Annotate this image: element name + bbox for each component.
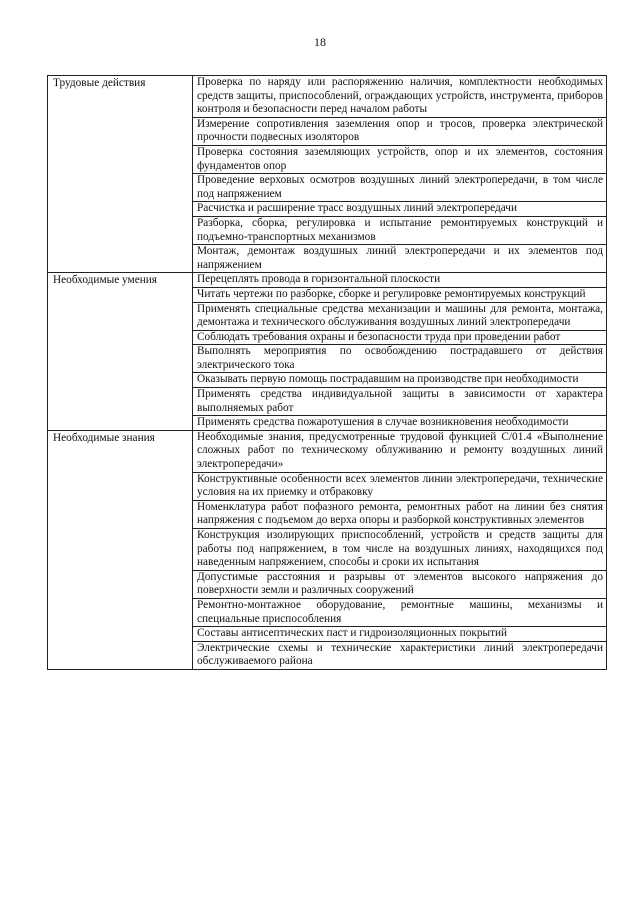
category-cell-required-knowledge: Необходимые знания bbox=[48, 430, 193, 669]
table-cell: Расчистка и расширение трасс воздушных линий электропередачи bbox=[193, 202, 607, 217]
table-row bbox=[48, 430, 607, 472]
table-row bbox=[48, 273, 607, 288]
table-cell: Составы антисептических паст и гидроизоляционных покрытий bbox=[193, 627, 607, 642]
table-row bbox=[48, 76, 607, 118]
table-cell: Проверка состояния заземляющих устройств, опор и их элементов, состояния фундаментов опор bbox=[193, 145, 607, 173]
category-cell-required-skills: Необходимые умения bbox=[48, 273, 193, 431]
table-cell: Необходимые знания, предусмотренные трудовой функцией С/01.4 «Выполнение сложных работ по техническому облуживанию и ремонту воздушных линий электропередачи» bbox=[193, 430, 607, 472]
table-cell: Электрические схемы и технические характеристики линий электропередачи обслуживаемого района bbox=[193, 641, 607, 669]
table-cell: Проведение верховых осмотров воздушных линий электропередачи, в том числе под напряжением bbox=[193, 174, 607, 202]
table-cell: Оказывать первую помощь пострадавшим на производстве при необходимости bbox=[193, 373, 607, 388]
category-cell-labor-actions: Трудовые действия bbox=[48, 76, 193, 273]
table-cell: Соблюдать требования охраны и безопасности труда при проведении работ bbox=[193, 330, 607, 345]
table-cell: Выполнять мероприятия по освобождению пострадавшего от действия электрического тока bbox=[193, 345, 607, 373]
page-number: 18 bbox=[314, 35, 326, 49]
table-cell: Применять специальные средства механизации и машины для ремонта, монтажа, демонтажа и технического обслуживания воздушных линий электропередачи bbox=[193, 302, 607, 330]
table-cell: Монтаж, демонтаж воздушных линий электропередачи и их элементов под напряжением bbox=[193, 245, 607, 273]
table-cell: Конструктивные особенности всех элементов линии электропередачи, технические условия на их приемку и отбраковку bbox=[193, 472, 607, 500]
table-cell: Допустимые расстояния и разрывы от элементов высокого напряжения до поверхности земли и различных сооружений bbox=[193, 570, 607, 598]
table-cell: Разборка, сборка, регулировка и испытание ремонтируемых конструкций и подъемно-транспортных механизмов bbox=[193, 216, 607, 244]
requirements-table bbox=[47, 75, 607, 670]
table-cell: Номенклатура работ пофазного ремонта, ремонтных работ на линии без снятия напряжения с подъемом до верха опоры и разборкой конструктивных элементов bbox=[193, 500, 607, 528]
table-cell: Ремонтно-монтажное оборудование, ремонтные машины, механизмы и специальные приспособления bbox=[193, 598, 607, 626]
table-cell: Измерение сопротивления заземления опор и тросов, проверка электрической прочности подвесных изоляторов bbox=[193, 117, 607, 145]
table-cell: Читать чертежи по разборке, сборке и регулировке ремонтируемых конструкций bbox=[193, 287, 607, 302]
table-cell: Перецеплять провода в горизонтальной плоскости bbox=[193, 273, 607, 288]
table-cell: Применять средства индивидуальной защиты в зависимости от характера выполняемых работ bbox=[193, 388, 607, 416]
table-cell: Конструкция изолирующих приспособлений, устройств и средств защиты для работы под напряжением, в том числе на воздушных линиях, находящихся под наведенным напряжением, способы и сроки их испытания bbox=[193, 529, 607, 571]
table-cell: Проверка по наряду или распоряжению наличия, комплектности необходимых средств защиты, приспособлений, ограждающих устройств, инструмента, приборов контроля и безопасности перед началом работы bbox=[193, 76, 607, 118]
table-cell: Применять средства пожаротушения в случае возникновения необходимости bbox=[193, 416, 607, 431]
